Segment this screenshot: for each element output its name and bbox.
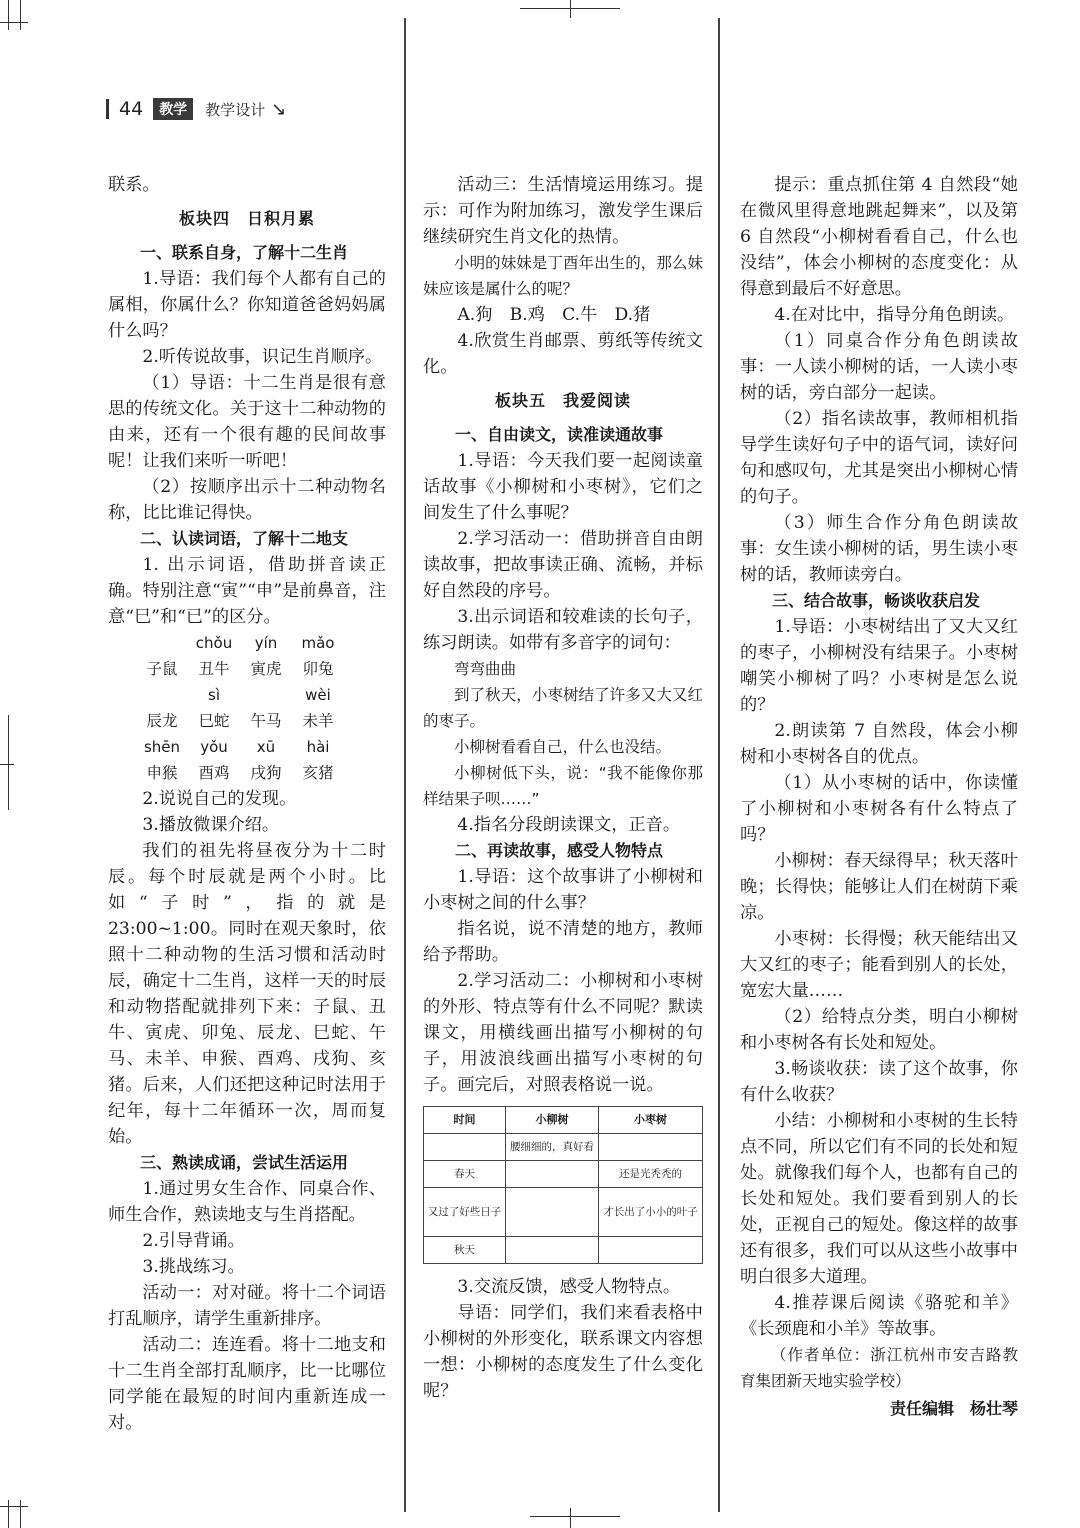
zodiac-word: 辰龙 bbox=[146, 712, 178, 730]
table-row bbox=[424, 1161, 703, 1188]
pinyin-row bbox=[136, 734, 386, 760]
word-row bbox=[136, 760, 386, 786]
pinyin-table bbox=[136, 630, 386, 786]
pinyin-row bbox=[136, 682, 386, 708]
paragraph: 4.推荐课后阅读《骆驼和羊》《长颈鹿和小羊》等故事。 bbox=[740, 1293, 1018, 1339]
table-row bbox=[424, 1134, 703, 1161]
paragraph: 小柳树低下头，说：“我不能像你那样结果子呗……” bbox=[423, 764, 703, 808]
table-cell bbox=[599, 1237, 703, 1264]
pinyin: yín bbox=[254, 634, 278, 652]
pinyin: sì bbox=[208, 686, 220, 704]
section-title: 教学设计 bbox=[205, 100, 266, 119]
zodiac-word: 戌狗 bbox=[250, 764, 282, 782]
pinyin: shēn bbox=[143, 738, 181, 756]
crop-mark bbox=[0, 22, 28, 23]
column-2 bbox=[423, 172, 703, 1404]
paragraph: 2.学习活动二：小柳树和小枣树的外形、特点等有什么不同呢？默读课文，用横线画出描写小柳树的句子，用波浪线画出描写小枣树的句子。画完后，对照表格说一说。 bbox=[423, 971, 703, 1095]
section-heading: 二、认读词语，了解十二地支 bbox=[140, 529, 349, 548]
zodiac-word: 寅虎 bbox=[250, 660, 282, 678]
paragraph: 活动一：对对碰。将十二个词语打乱顺序，请学生重新排序。 bbox=[108, 1283, 386, 1329]
section-heading: 责任编辑 杨壮琴 bbox=[889, 1399, 1018, 1418]
zodiac-word: 巳蛇 bbox=[198, 712, 230, 730]
table-cell bbox=[506, 1188, 599, 1237]
paragraph: （作者单位：浙江杭州市安吉路教育集团新天地实验学校） bbox=[740, 1346, 1018, 1390]
pinyin: xū bbox=[256, 738, 276, 756]
paragraph: 联系。 bbox=[108, 175, 160, 195]
header-bar bbox=[106, 99, 109, 119]
paragraph: 4.欣赏生肖邮票、剪纸等传统文化。 bbox=[423, 331, 703, 377]
pinyin: mǎo bbox=[301, 634, 335, 652]
zodiac-word: 卯兔 bbox=[302, 660, 334, 678]
paragraph: 4.指名分段朗读课文，正音。 bbox=[457, 815, 681, 835]
pinyin: hài bbox=[306, 738, 330, 756]
zodiac-word: 未羊 bbox=[302, 712, 334, 730]
zodiac-word: 亥猪 bbox=[302, 764, 334, 782]
crop-mark bbox=[0, 1506, 28, 1507]
paragraph: （3）师生合作分角色朗读故事：女生读小柳树的话，男生读小枣树的话，教师读旁白。 bbox=[740, 513, 1018, 585]
crop-mark bbox=[8, 715, 9, 810]
paragraph: （2）指名读故事，教师相机指导学生读好句子中的语气词，读好问句和感叹句，尤其是突出小柳树心情的句子。 bbox=[740, 409, 1018, 507]
paragraph: 4.在对比中，指导分角色朗读。 bbox=[774, 305, 1015, 325]
word-row bbox=[136, 708, 386, 734]
zodiac-word: 午马 bbox=[250, 712, 282, 730]
section-heading: 一、自由读文，读准读通故事 bbox=[455, 425, 664, 444]
table-header-cell: 小枣树 bbox=[599, 1107, 703, 1134]
table-header-cell: 时间 bbox=[424, 1107, 506, 1134]
fold-line bbox=[404, 18, 406, 1512]
table-cell bbox=[424, 1134, 506, 1161]
word-row bbox=[136, 656, 386, 682]
comparison-table bbox=[423, 1106, 703, 1264]
table-cell bbox=[506, 1161, 599, 1188]
paragraph: 1.导语：这个故事讲了小柳树和小枣树之间的什么事？ bbox=[423, 867, 703, 913]
zodiac-word: 丑牛 bbox=[198, 660, 230, 678]
pinyin-row bbox=[136, 630, 386, 656]
paragraph: 指名说，说不清楚的地方，教师给予帮助。 bbox=[423, 919, 703, 965]
paragraph: （1）从小枣树的话中，你读懂了小柳树和小枣树各有什么特点了吗？ bbox=[740, 773, 1018, 845]
table-header-cell: 小柳树 bbox=[506, 1107, 599, 1134]
paragraph: 2.听传说故事，识记生肖顺序。 bbox=[142, 347, 383, 367]
table-cell: 还是光秃秃的 bbox=[599, 1161, 703, 1188]
table-cell bbox=[599, 1134, 703, 1161]
paragraph: 3.出示词语和较难读的长句子，练习朗读。如带有多音字的词句： bbox=[423, 607, 703, 653]
column-1 bbox=[108, 172, 386, 1436]
pinyin: chǒu bbox=[195, 634, 233, 652]
page-number: 44 bbox=[119, 98, 144, 120]
paragraph: 我们的祖先将昼夜分为十二时辰。每个时辰就是两个小时。比如“子时”，指的就是 23:00~1:00。同时在观天象时，依照十二种动物的生活习惯和活动时辰，确定十二生肖，这样一天的时辰和动物搭配就排列下来：子鼠、丑牛、寅虎、卯兔、辰龙、巳蛇、午马、未羊、申猴、酉鸡、戌狗、亥猪。后来，人们还把这种记时法用于纪年，每十二年循环一次，周而复始。 bbox=[108, 841, 386, 1147]
paragraph: （2）给特点分类，明白小柳树和小枣树各有长处和短处。 bbox=[740, 1007, 1018, 1053]
paragraph: 1.导语：今天我们要一起阅读童话故事《小柳树和小枣树》，它们之间发生了什么事呢？ bbox=[423, 451, 703, 523]
crop-mark bbox=[0, 764, 14, 765]
crop-mark bbox=[8, 0, 9, 30]
paragraph: 3.播放微课介绍。 bbox=[142, 815, 280, 835]
table-cell: 秋天 bbox=[424, 1237, 506, 1264]
journal-badge: 教学 bbox=[153, 98, 193, 120]
section-heading: 板块五 我爱阅读 bbox=[494, 391, 631, 410]
crop-mark bbox=[530, 1516, 620, 1517]
paragraph: 小柳树看看自己，什么也没结。 bbox=[454, 738, 672, 756]
paragraph: 1.导语：小枣树结出了又大又红的枣子，小柳树没有结果子。小枣树嘲笑小柳树了吗？小枣树是怎么说的？ bbox=[740, 617, 1018, 715]
paragraph: 提示：重点抓住第 4 自然段“她在微风里得意地跳起舞来”，以及第 6 自然段“小柳树看看自己，什么也没结”，体会小柳树的态度变化：从得意到最后不好意思。 bbox=[740, 175, 1018, 299]
table-row bbox=[424, 1237, 703, 1264]
paragraph: 2.学习活动一：借助拼音自由朗读故事，把故事读正确、流畅，并标好自然段的序号。 bbox=[423, 529, 703, 601]
paragraph: 2.朗读第 7 自然段，体会小柳树和小枣树各自的优点。 bbox=[740, 721, 1018, 767]
table-cell: 腰细细的，真好看 bbox=[506, 1134, 599, 1161]
crop-mark bbox=[20, 1500, 21, 1528]
paragraph: 3.畅谈收获：读了这个故事，你有什么收获？ bbox=[740, 1059, 1018, 1105]
paragraph: 导语：同学们，我们来看表格中小柳树的外形变化，联系课文内容想一想：小柳树的态度发生了什么变化呢？ bbox=[423, 1303, 703, 1401]
page-header bbox=[106, 96, 286, 122]
pinyin: wèi bbox=[305, 686, 331, 704]
arrow-icon: ↘ bbox=[271, 98, 287, 120]
table-cell: 才长出了小小的叶子 bbox=[599, 1188, 703, 1237]
crop-mark bbox=[570, 1508, 571, 1528]
fold-line bbox=[718, 18, 720, 1512]
section-heading: 二、再读故事，感受人物特点 bbox=[455, 841, 664, 860]
crop-mark bbox=[570, 0, 571, 18]
column-3 bbox=[740, 172, 1018, 1422]
section-heading: 三、结合故事，畅谈收获启发 bbox=[772, 591, 981, 610]
paragraph: 小柳树：春天绿得早；秋天落叶晚；长得快；能够让人们在树荫下乘凉。 bbox=[740, 851, 1018, 923]
paragraph: 活动三：生活情境运用练习。提示：可作为附加练习，激发学生课后继续研究生肖文化的热情。 bbox=[423, 175, 703, 247]
paragraph: （1）导语：十二生肖是很有意思的传统文化。关于这十二种动物的由来，还有一个很有趣的民间故事呢！让我们来听一听吧！ bbox=[108, 373, 386, 471]
crop-mark bbox=[20, 0, 21, 30]
zodiac-word: 酉鸡 bbox=[198, 764, 230, 782]
paragraph: 1. 出示词语，借助拼音读正确。特别注意“寅”“申”是前鼻音，注意“巳”和“已”的区分。 bbox=[108, 555, 386, 627]
crop-mark bbox=[8, 1500, 9, 1528]
section-heading: 一、联系自身，了解十二生肖 bbox=[140, 243, 349, 262]
paragraph: （2）按顺序出示十二种动物名称，比比谁记得快。 bbox=[108, 477, 386, 523]
paragraph: 到了秋天，小枣树结了许多又大又红的枣子。 bbox=[423, 686, 703, 730]
paragraph: 活动二：连连看。将十二地支和十二生肖全部打乱顺序，比一比哪位同学能在最短的时间内重新连成一对。 bbox=[108, 1335, 386, 1433]
paragraph: 2.说说自己的发现。 bbox=[142, 789, 297, 809]
paragraph: 1.导语：我们每个人都有自己的属相，你属什么？你知道爸爸妈妈属什么吗？ bbox=[108, 269, 386, 341]
paragraph: 小结：小柳树和小枣树的生长特点不同，所以它们有不同的长处和短处。就像我们每个人，也都有自己的长处和短处。我们要看到别人的长处，正视自己的短处。像这样的故事还有很多，我们可以从这些小故事中明白很多大道理。 bbox=[740, 1111, 1018, 1287]
zodiac-word: 子鼠 bbox=[146, 660, 178, 678]
paragraph: 3.交流反馈，感受人物特点。 bbox=[457, 1277, 681, 1297]
paragraph: （1）同桌合作分角色朗读故事：一人读小柳树的话，一人读小枣树的话，旁白部分一起读。 bbox=[740, 331, 1018, 403]
paragraph: 1.通过男女生合作、同桌合作、师生合作，熟读地支与生肖搭配。 bbox=[108, 1179, 386, 1225]
table-cell: 又过了好些日子 bbox=[424, 1188, 506, 1237]
paragraph: 小明的妹妹是丁酉年出生的，那么妹妹应该是属什么的呢？ bbox=[423, 254, 703, 298]
section-heading: 三、熟读成诵，尝试生活运用 bbox=[140, 1153, 349, 1172]
table-cell: 春天 bbox=[424, 1161, 506, 1188]
section-heading: 板块四 日积月累 bbox=[178, 209, 315, 228]
table-cell bbox=[506, 1237, 599, 1264]
paragraph: 3.挑战练习。 bbox=[142, 1257, 245, 1277]
table-row bbox=[424, 1188, 703, 1237]
paragraph: 小枣树：长得慢；秋天能结出又大又红的枣子；能看到别人的长处，宽宏大量…… bbox=[740, 929, 1018, 1001]
paragraph: A.狗 B.鸡 C.牛 D.猪 bbox=[457, 305, 651, 325]
paragraph: 弯弯曲曲 bbox=[454, 660, 517, 678]
pinyin: yǒu bbox=[200, 738, 228, 756]
paragraph: 2.引导背诵。 bbox=[142, 1231, 245, 1251]
zodiac-word: 申猴 bbox=[146, 764, 178, 782]
